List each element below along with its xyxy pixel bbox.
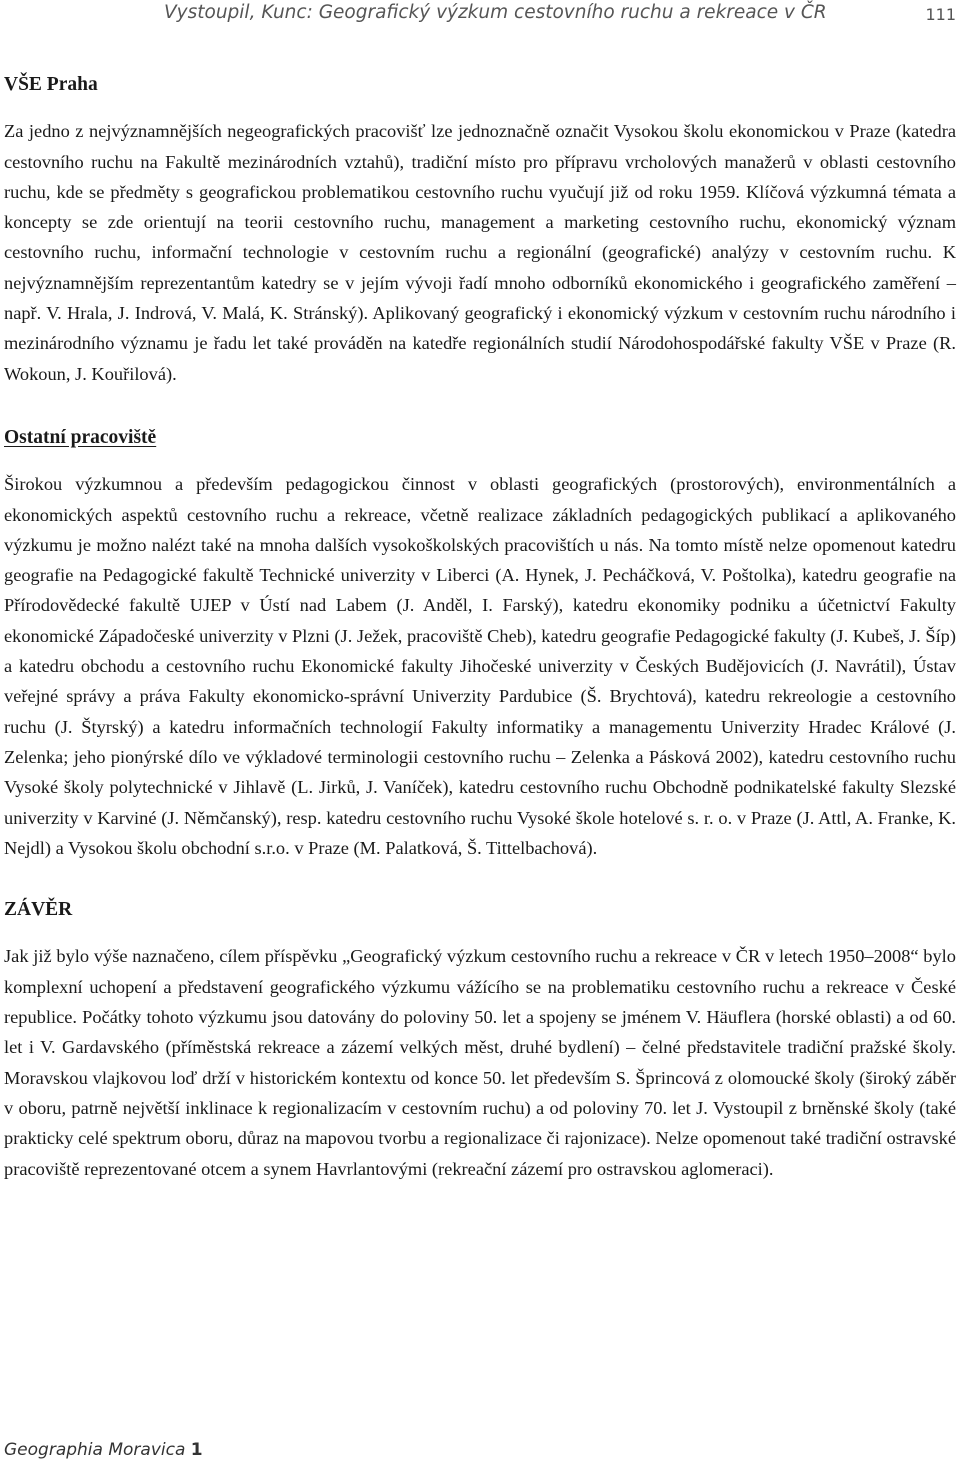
section-paragraph: Jak již bylo výše naznačeno, cílem příspěvku „Geografický výzkum cestovního ruchu a rekreace v ČR v letech 1950–2008“ bylo komplexní uchopení a představení geografického výzkumu vážícího se na problematiku cestovního ruchu a rekreace v České republice. Počátky tohoto výzkumu jsou datovány do poloviny 50. let a spojeny se jménem V. Häuflera (horské oblasti) a od 60. let i V. Gardavského (příměstská rekreace a zázemí velkých měst, druhé bydlení) – čelné představitele tradiční pražské školy. Moravskou vlajkovou loď drží v historickém kontextu od konce 50. let především S. Šprincová z olomoucké školy (široký záběr v oboru, patrně největší inklinace k regionalizacím v cestovním ruchu) a od poloviny 70. let J. Vystoupil z brněnské školy (také prakticky celé spektrum oboru, důraz na mapovou tvorbu a regionalizace či rajonizace). Nelze opomenout také tradiční ostravské pracoviště reprezentované otcem a synem Havrlantovými (rekreační zázemí pro ostravskou aglomeraci). — [4, 946, 956, 1179]
page-number: 111 — [925, 5, 956, 24]
section-heading: ZÁVĚR — [4, 899, 73, 921]
section-paragraph: Za jedno z nejvýznamnějších negeografických pracovišť lze jednoznačně označit Vysokou školu ekonomickou v Praze (katedra cestovního ruchu na Fakultě mezinárodních vztahů), tradiční místo pro přípravu vrcholových manažerů v oblasti cestovního ruchu, kde se předměty s geografickou problematikou cestovního ruchu vyučují již od roku 1959. Klíčová výzkumná témata a koncepty se zde orientují na teorii cestovního ruchu, management a marketing cestovního ruchu, ekonomický význam cestovního ruchu, informační technologie v cestovním ruchu a regionální (geografické) analýzy v cestovním ruchu. K nejvýznamnějším reprezentantům katedry se v jejím vývoji řadí mnoho odborníků ekonomického i geografického zaměření – např. V. Hrala, J. Indrová, V. Malá, K. Stránský). Aplikovaný geografický i ekonomický výzkum v cestovním ruchu národního i mezinárodního významu je řadu let také prováděn na katedře regionálních studií Národohospodářské fakulty VŠE v Praze (R. Wokoun, J. Kouřilová). — [4, 121, 956, 384]
section-zaver — [4, 895, 956, 1184]
page-footer — [4, 1440, 203, 1460]
section-heading: VŠE Praha — [4, 74, 98, 95]
document-page — [4, 0, 956, 1469]
journal-name: Geographia Moravica — [4, 1440, 186, 1460]
section-ostatni-pracoviste — [4, 423, 956, 863]
running-header — [164, 2, 956, 28]
running-title: Vystoupil, Kunc: Geografický výzkum cestovního ruchu a rekreace v ČR — [164, 2, 827, 23]
journal-issue-number: 1 — [190, 1440, 203, 1460]
section-paragraph: Širokou výzkumnou a především pedagogickou činnost v oblasti geografických (prostorových), environmentálních a ekonomických aspektů cestovního ruchu a rekreace, včetně realizace základních pedagogických publikací a aplikovaného výzkumu je možno nalézt také na mnoha dalších vysokoškolských pracovištích u nás. Na tomto místě nelze opomenout katedru geografie na Pedagogické fakultě Technické univerzity v Liberci (A. Hynek, J. Pecháčková, V. Poštolka), katedru geografie na Přírodovědecké fakultě UJEP v Ústí nad Labem (J. Anděl, I. Farský), katedru ekonomiky podniku a účetnictví Fakulty ekonomické Západočeské univerzity v Plzni (J. Ježek, pracoviště Cheb), katedru geografie Pedagogické fakulty (J. Kubeš, J. Šíp) a katedru obchodu a cestovního ruchu Ekonomické fakulty Jihočeské univerzity v Českých Budějovicích (J. Navrátil), Ústav veřejné správy a práva Fakulty ekonomicko-správní Univerzity Pardubice (Š. Brychtová), katedru rekreologie a cestovního ruchu (J. Štyrský) a katedru informačních technologií Fakulty informatiky a managementu Univerzity Hradec Králové (J. Zelenka; jeho pionýrské dílo ve výkladové terminologii cestovního ruchu – Zelenka a Pásková 2002), katedru cestovního ruchu Vysoké školy polytechnické v Jihlavě (L. Jirků, J. Vaníček), katedru cestovního ruchu Obchodně podnikatelské fakulty Slezské univerzity v Karviné (J. Němčanský), resp. katedru cestovního ruchu Vysoké škole hotelové s. r. o. v Praze (J. Attl, A. Franke, K. Nejdl) a Vysokou školu obchodní s.r.o. v Praze (M. Palatková, Š. Tittelbachová). — [4, 474, 956, 858]
document-body — [4, 70, 956, 1184]
section-vse-praha — [4, 70, 956, 389]
section-heading: Ostatní pracoviště — [4, 426, 157, 448]
